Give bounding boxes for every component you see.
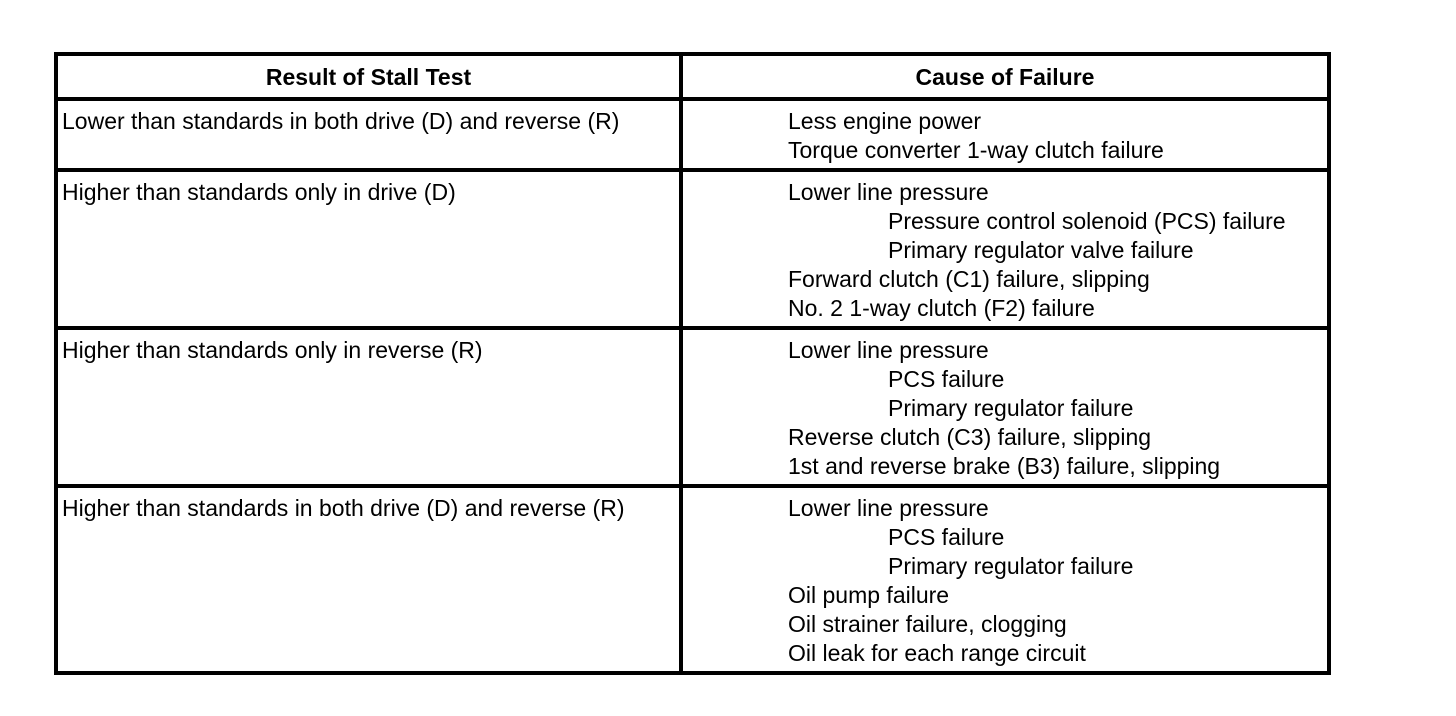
result-cell: Higher than standards only in drive (D) — [56, 170, 681, 328]
cause-item: 1st and reverse brake (B3) failure, slipping — [788, 453, 1221, 479]
table-row — [56, 170, 1329, 328]
cause-item: Oil leak for each range circuit — [788, 640, 1086, 666]
table-row — [56, 486, 1329, 673]
table-row — [56, 328, 1329, 486]
cause-item: Lower line pressure — [788, 179, 989, 205]
table-row — [56, 99, 1329, 170]
cause-cell — [681, 486, 1329, 673]
result-cell: Lower than standards in both drive (D) and reverse (R) — [56, 99, 681, 170]
cause-sub-item: Primary regulator valve failure — [888, 237, 1194, 263]
cause-item: Torque converter 1-way clutch failure — [788, 137, 1164, 163]
cause-sub-item: Primary regulator failure — [888, 395, 1134, 421]
cause-item: Oil strainer failure, clogging — [788, 611, 1067, 637]
cause-cell — [681, 328, 1329, 486]
stall-test-table — [54, 52, 1331, 675]
cause-item: Oil pump failure — [788, 582, 950, 608]
cause-item: Reverse clutch (C3) failure, slipping — [788, 424, 1152, 450]
table-header-row — [56, 54, 1329, 99]
cause-cell — [681, 99, 1329, 170]
cause-item: Less engine power — [788, 108, 982, 134]
cause-item: No. 2 1-way clutch (F2) failure — [788, 295, 1095, 321]
cause-sub-item: Primary regulator failure — [888, 553, 1134, 579]
cause-item: Forward clutch (C1) failure, slipping — [788, 266, 1150, 292]
cause-sub-item: Pressure control solenoid (PCS) failure — [888, 208, 1286, 234]
cause-sub-item: PCS failure — [888, 524, 1005, 550]
header-result-of-stall-test: Result of Stall Test — [56, 54, 681, 99]
header-cause-of-failure: Cause of Failure — [681, 54, 1329, 99]
table-body — [56, 99, 1329, 673]
cause-item: Lower line pressure — [788, 495, 989, 521]
cause-cell — [681, 170, 1329, 328]
cause-item: Lower line pressure — [788, 337, 989, 363]
result-cell: Higher than standards in both drive (D) and reverse (R) — [56, 486, 681, 673]
cause-sub-item: PCS failure — [888, 366, 1005, 392]
result-cell: Higher than standards only in reverse (R) — [56, 328, 681, 486]
